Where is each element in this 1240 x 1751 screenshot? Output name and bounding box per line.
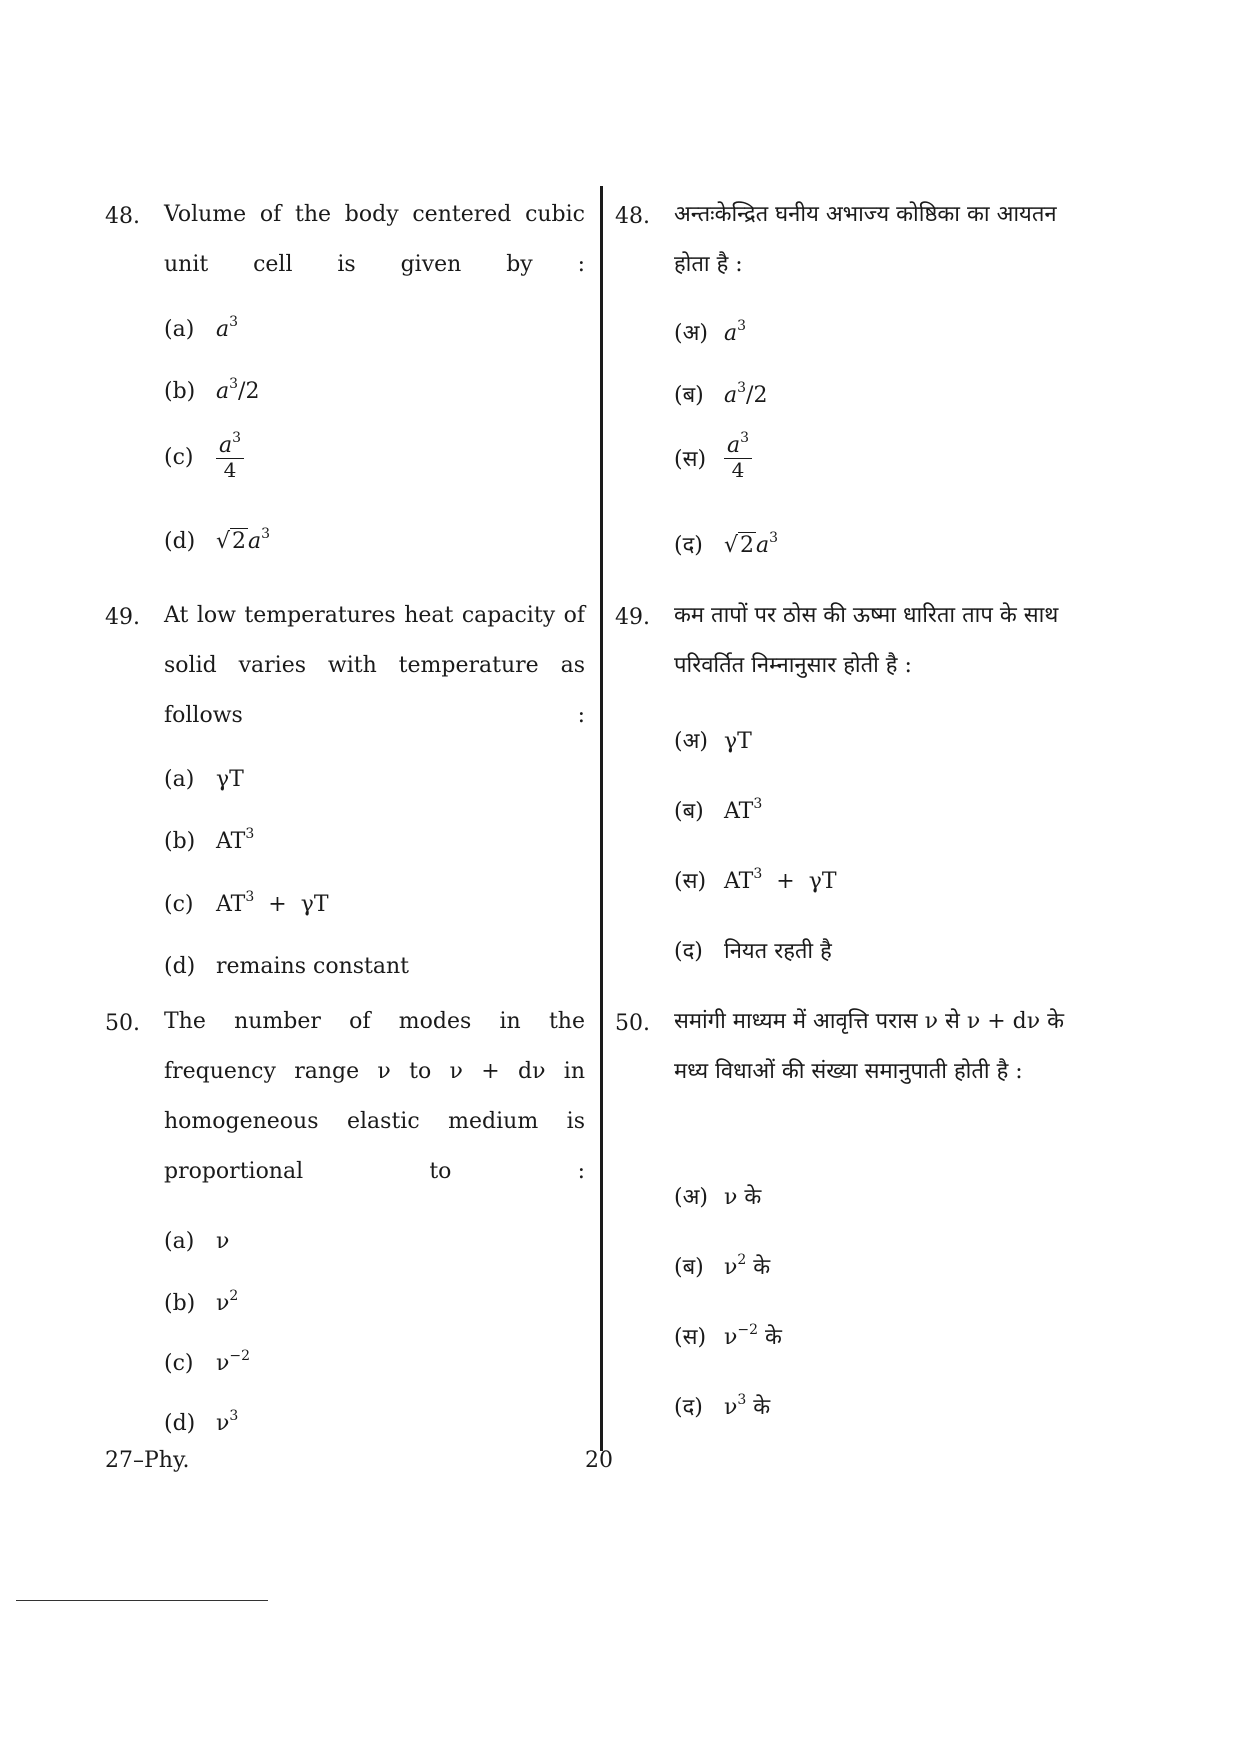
option-a (164, 314, 239, 342)
question-number: 48. (105, 204, 140, 229)
question-number: 49. (615, 605, 650, 630)
question-number: 49. (105, 605, 140, 630)
option-a (674, 317, 746, 347)
question-number: 50. (105, 1011, 140, 1036)
option-label: (द) (674, 533, 703, 558)
question-text: कम तापों पर ठोस की ऊष्मा धारिता ताप के साथ परिवर्तित निम्नानुसार होती है : (674, 603, 1059, 678)
option-label: (d) (164, 529, 196, 554)
option-value: $\nu^{-2}$ (216, 1348, 251, 1376)
option-value: $√2a^3$ (724, 530, 779, 558)
option-value: $\nu^{-2}$ के (724, 1322, 782, 1350)
bottom-rule (16, 1600, 268, 1601)
option-label: (अ) (674, 729, 708, 754)
option-label: (द) (674, 939, 703, 964)
option-value: γT (724, 729, 752, 754)
question-text: समांगी माध्यम में आवृत्ति परास ν से ν + dν के मध्य विधाओं की संख्या समानुपाती होती है : (674, 1009, 1065, 1084)
option-value: $AT^3$ (216, 826, 255, 854)
question-text: अन्तःकेन्द्रित घनीय अभाज्य कोष्ठिका का आयतन होता है : (674, 202, 1057, 277)
option-value: $√2a^3$ (216, 526, 271, 554)
option-value: नियत रहती है (724, 939, 832, 964)
option-a (164, 767, 244, 792)
option-label: (d) (164, 954, 196, 979)
option-value: $a^3$ (216, 314, 239, 342)
option-d (164, 954, 409, 979)
option-value-fraction: $\frac{a^3}{4}$ (724, 434, 752, 481)
option-label: (अ) (674, 1185, 708, 1210)
option-b (164, 1288, 239, 1316)
question-text: Volume of the body centered cubic unit cell is given by : (164, 202, 585, 277)
option-c (164, 889, 329, 917)
page-number: 20 (585, 1448, 613, 1473)
option-value: $AT^3 + \gamma T$ (216, 889, 329, 917)
option-d (674, 529, 778, 559)
hindi-column (615, 0, 1105, 1751)
option-a (674, 725, 752, 755)
option-value: remains constant (216, 954, 409, 979)
paper-code: 27–Phy. (105, 1448, 190, 1473)
option-label: (a) (164, 767, 195, 792)
option-a (164, 1229, 229, 1254)
option-label: (d) (164, 1411, 196, 1436)
option-value: $\nu^2$ के (724, 1252, 771, 1280)
question-text: The number of modes in the frequency range ν to ν + dν in homogeneous elastic medium is proportional to : (164, 1009, 585, 1184)
option-c (164, 1348, 251, 1376)
option-value-fraction: $\frac{a^3}{4}$ (216, 434, 244, 481)
option-d (164, 1408, 239, 1436)
option-label: (ब) (674, 799, 704, 824)
option-c (674, 865, 837, 895)
option-value: $a^3$ (724, 318, 747, 346)
option-b (164, 826, 255, 854)
option-a (674, 1181, 761, 1211)
option-b (674, 1251, 770, 1281)
option-c (674, 1321, 782, 1351)
option-b (674, 379, 767, 409)
option-d (674, 1391, 770, 1421)
option-d (164, 526, 271, 554)
option-label: (c) (164, 445, 194, 471)
option-label: (अ) (674, 321, 708, 346)
option-b (164, 376, 260, 404)
option-label: (b) (164, 379, 196, 404)
option-label: (ब) (674, 1255, 704, 1280)
option-value: $\nu^3$ के (724, 1392, 771, 1420)
question-text: At low temperatures heat capacity of solid varies with temperature as follows : (164, 603, 585, 728)
option-c (674, 430, 752, 483)
option-d (674, 935, 832, 965)
option-label: (स) (674, 446, 707, 472)
option-label: (a) (164, 317, 195, 342)
option-value: ν (216, 1229, 230, 1254)
option-label: (b) (164, 1291, 196, 1316)
option-label: (a) (164, 1229, 195, 1254)
question-number: 50. (615, 1011, 650, 1036)
option-c (164, 430, 244, 483)
option-value: $a^3/2$ (724, 380, 768, 408)
option-label: (c) (164, 1351, 194, 1376)
column-divider (600, 186, 603, 1451)
option-value: $AT^3$ (724, 796, 763, 824)
option-label: (स) (674, 1325, 707, 1350)
option-value: $AT^3 + \gamma T$ (724, 866, 837, 894)
option-b (674, 795, 762, 825)
option-value: $\nu^3$ (216, 1408, 239, 1436)
option-value: ν के (724, 1185, 762, 1210)
question-number: 48. (615, 204, 650, 229)
option-label: (b) (164, 829, 196, 854)
option-label: (ब) (674, 383, 704, 408)
option-value: $\nu^2$ (216, 1288, 239, 1316)
option-value: γT (216, 767, 244, 792)
option-value: $a^3/2$ (216, 376, 260, 404)
option-label: (c) (164, 892, 194, 917)
option-label: (स) (674, 869, 707, 894)
english-column (105, 0, 585, 1751)
option-label: (द) (674, 1395, 703, 1420)
